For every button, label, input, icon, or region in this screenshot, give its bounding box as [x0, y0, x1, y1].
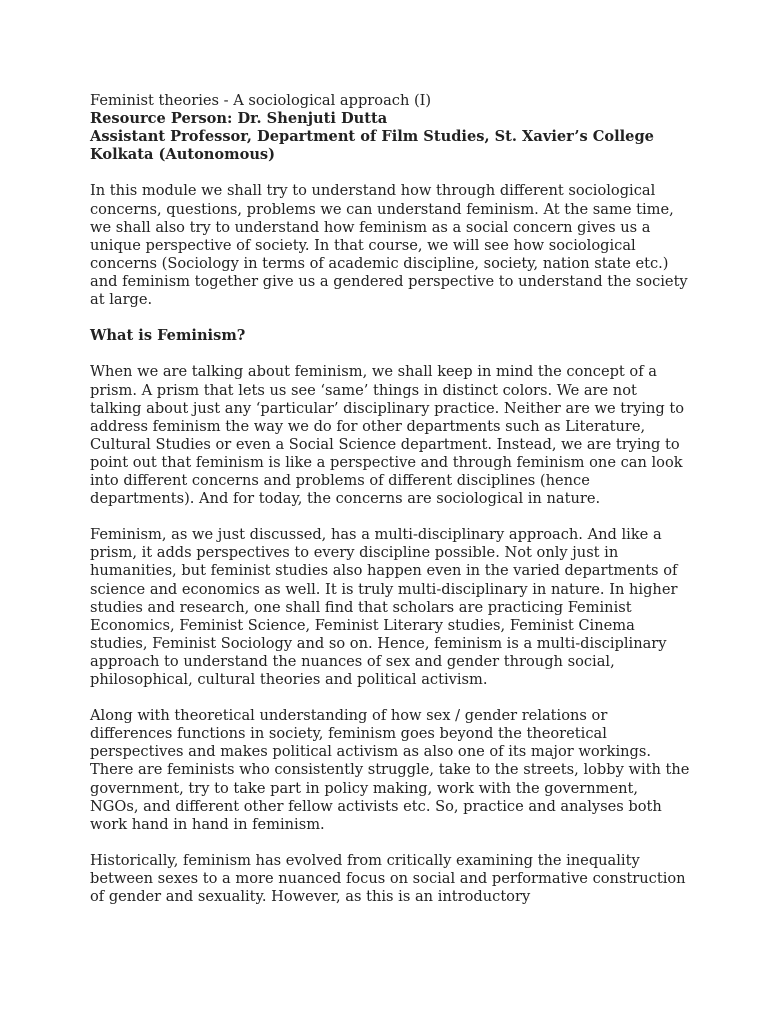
- document-title: Feminist theories - A sociological approach (I): [90, 92, 432, 109]
- body-paragraph-activism: Along with theoretical understanding of how sex / gender relations or differences functions in society, feminism goes beyond the theoretical perspectives and makes political activism as also one of its major workings. There are feminists who consistently struggle, take to the streets, lobby with the government, try to take part in policy making, work with the government, NGOs, and different other fellow activists etc. So, practice and analyses both work hand in hand in feminism.: [90, 707, 690, 833]
- document-page: [90, 92, 690, 906]
- body-paragraph-prism: When we are talking about feminism, we shall keep in mind the concept of a prism. A prism that lets us see ‘same’ things in distinct colors. We are not talking about just any ‘particular’ disciplinary practice. Neither are we trying to address feminism the way we do for other departments such as Literature, Cultural Studies or even a Social Science department. Instead, we are trying to point out that feminism is like a perspective and through feminism one can look into different concerns and problems of different disciplines (hence departments). And for today, the concerns are sociological in nature.: [90, 363, 685, 508]
- author-affiliation: Assistant Professor, Department of Film Studies, St. Xavier’s College Kolkata (Autonomous): [90, 128, 654, 164]
- body-paragraph-history: Historically, feminism has evolved from critically examining the inequality between sexes to a more nuanced focus on social and performative construction of gender and sexuality. However, as this is an introductory: [90, 851, 686, 906]
- intro-paragraph: In this module we shall try to understand how through different sociological concerns, questions, problems we can understand feminism. At the same time, we shall also try to understand how feminism as a social concern gives us a unique perspective of society. In that course, we will see how sociological concerns (Sociology in terms of academic discipline, society, nation state etc.) and feminism together give us a gendered perspective to understand the society at large.: [90, 182, 688, 309]
- body-paragraph-multidisciplinary: Feminism, as we just discussed, has a multi-disciplinary approach. And like a prism, it adds perspectives to every discipline possible. Not only just in humanities, but feminist studies also happen even in the varied departments of science and economics as well. It is truly multi-disciplinary in nature. In higher studies and research, one shall find that scholars are practicing Feminist Economics, Feminist Science, Feminist Literary studies, Feminist Cinema studies, Feminist Sociology and so on. Hence, feminism is a multi-disciplinary approach to understand the nuances of sex and gender through social, philosophical, cultural theories and political activism.: [90, 526, 678, 688]
- section-heading: What is Feminism?: [90, 327, 246, 345]
- resource-person: Resource Person: Dr. Shenjuti Dutta: [90, 110, 388, 128]
